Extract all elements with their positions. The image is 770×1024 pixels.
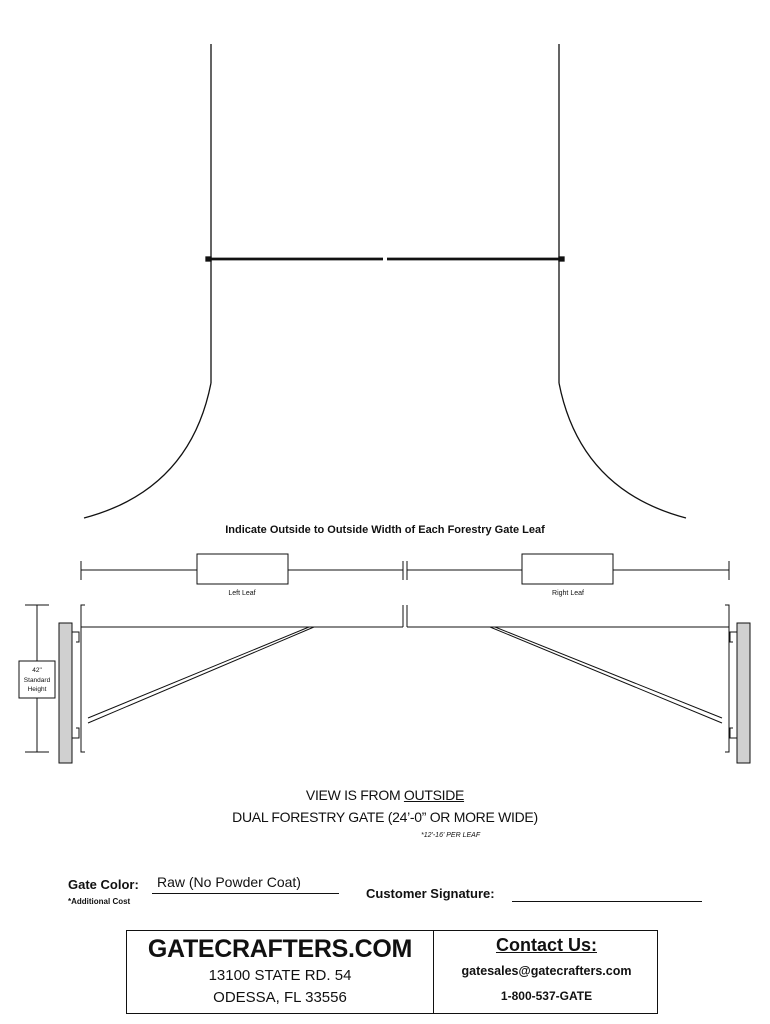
gate-color-label: Gate Color: [68, 877, 139, 892]
right-hinge [559, 257, 564, 261]
height-label-line2: Standard [23, 677, 51, 684]
left-curb-curve [84, 383, 211, 518]
contact-heading: Contact Us: [495, 935, 597, 955]
right-curb-curve [559, 383, 686, 518]
company-name: GATECRAFTERS.COM [147, 935, 413, 963]
contact-email-link[interactable]: gatesales@gatecrafters.com [461, 964, 632, 978]
right-leaf-label: Right Leaf [552, 590, 584, 597]
left-hinge [206, 257, 211, 261]
left-post [59, 623, 72, 763]
view-prefix: VIEW IS FROM [305, 787, 404, 803]
signature-field[interactable] [512, 901, 702, 902]
right-diagonal-brace [495, 627, 722, 718]
gate-title: DUAL FORESTRY GATE (24’-0” OR MORE WIDE) [232, 809, 538, 825]
company-footer [126, 930, 658, 1014]
contact-phone[interactable]: 1-800-537-GATE [500, 989, 593, 1003]
view-caption [0, 787, 770, 803]
additional-cost-note: *Additional Cost [68, 897, 131, 906]
address-line1: 13100 STATE RD. 54 [208, 967, 352, 984]
width-dimensions [81, 554, 729, 584]
right-post [737, 623, 750, 763]
gate-color-underline [152, 893, 339, 894]
left-leaf-width-box[interactable] [197, 554, 288, 584]
height-label-line1: 42" [32, 667, 42, 674]
left-leaf-label: Left Leaf [228, 590, 256, 597]
gate-color-field[interactable]: Raw (No Powder Coat) [157, 874, 301, 890]
signature-label: Customer Signature: [366, 886, 495, 901]
leaf-note: *12'-16' PER LEAF [421, 832, 481, 839]
elevation-view [59, 605, 750, 763]
left-diagonal-brace [88, 627, 309, 718]
height-label-line3: Height [27, 686, 47, 693]
address-line2: ODESSA, FL 33556 [213, 989, 347, 1006]
instruction-text: Indicate Outside to Outside Width of Each Forestry Gate Leaf [225, 524, 545, 536]
right-leaf-width-box[interactable] [522, 554, 613, 584]
plan-view [84, 44, 686, 518]
view-emphasis: OUTSIDE [403, 787, 465, 803]
